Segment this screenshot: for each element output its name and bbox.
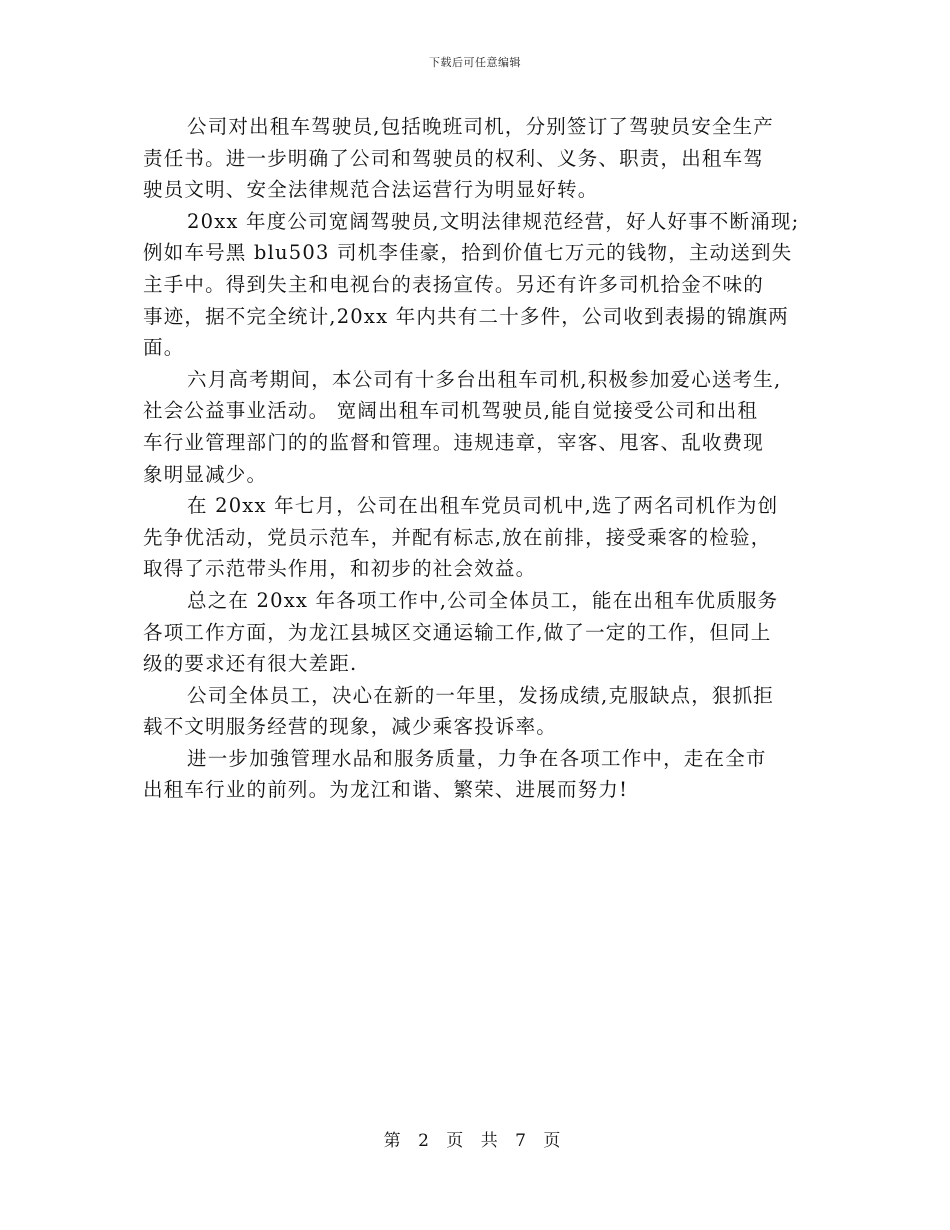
text-line: 驶员文明、安全法律规范合法运营行为明显好转。 (143, 178, 599, 202)
text-line: 在 20xx 年七月，公司在出租车党员司机中,选了两名司机作为创 (187, 494, 779, 518)
text-line: 各项工作方面，为龙江县城区交通运输工作,做了一定的工作，但同上 (143, 620, 772, 644)
text-line: 出租车行业的前列。为龙江和谐、繁荣、进展而努力! (143, 778, 629, 802)
text-line: 总之在 20xx 年各项工作中,公司全体员工，能在出租车优质服务 (187, 588, 779, 612)
text-line: 六月高考期间，本公司有十多台出租车司机,积极参加爱心送考生, (187, 367, 782, 391)
text-line: 20xx 年度公司宽阔驾驶员,文明法律规范经营，好人好事不断涌现; (187, 209, 800, 233)
text-line: 象明显减少。 (143, 462, 268, 486)
text-line: 进一步加強管理水品和服务质量，力争在各项工作中，走在全市 (187, 746, 767, 770)
paragraph-3 (143, 364, 833, 490)
text-line: 主手中。得到失主和电视台的表扬宣传。另还有许多司机拾金不味的 (143, 272, 765, 296)
paragraph-4 (143, 490, 833, 585)
text-line: 面。 (143, 336, 185, 360)
text-line: 车行业管理部门的的监督和管理。违规违章，宰客、甩客、乱收费现 (143, 430, 765, 454)
paragraph-7 (143, 743, 833, 806)
text-line: 公司全体员工，决心在新的一年里，发扬成绩,克服缺点，狠抓拒 (187, 683, 774, 707)
text-line: 取得了示范带头作用，和初步的社会效益。 (143, 557, 537, 581)
text-line: 级的要求还有很大差距. (143, 652, 358, 676)
text-line: 事迹，据不完全统计,20xx 年内共有二十多件，公司收到表揚的锦旗两 (143, 304, 790, 328)
text-line: 先争优活动，党员示范车，并配有标志,放在前排，接受乘客的检验， (143, 525, 772, 549)
text-line: 例如车号黑 blu503 司机李佳豪，拾到价值七万元的钱物，主动送到失 (143, 241, 793, 265)
document-body (143, 111, 833, 806)
text-line: 公司对出租车驾驶员,包括晚班司机，分别签订了驾驶员安全生产 (187, 115, 774, 138)
paragraph-1 (143, 111, 833, 206)
paragraph-5 (143, 585, 833, 680)
paragraph-6 (143, 680, 833, 743)
text-line: 社会公益事业活动。 宽阔出租车司机驾驶员,能自觉接受公司和出租 (143, 399, 759, 423)
text-line: 责任书。进一步明确了公司和驾驶员的权利、义务、职责，出租车驾 (143, 146, 765, 170)
page-header-note: 下载后可任意编辑 (429, 56, 521, 69)
text-line: 载不文明服务经营的现象，减少乘客投诉率。 (143, 715, 558, 739)
page-number-footer: 第 2 页 共 7 页 (383, 1131, 567, 1151)
paragraph-2 (143, 206, 833, 364)
